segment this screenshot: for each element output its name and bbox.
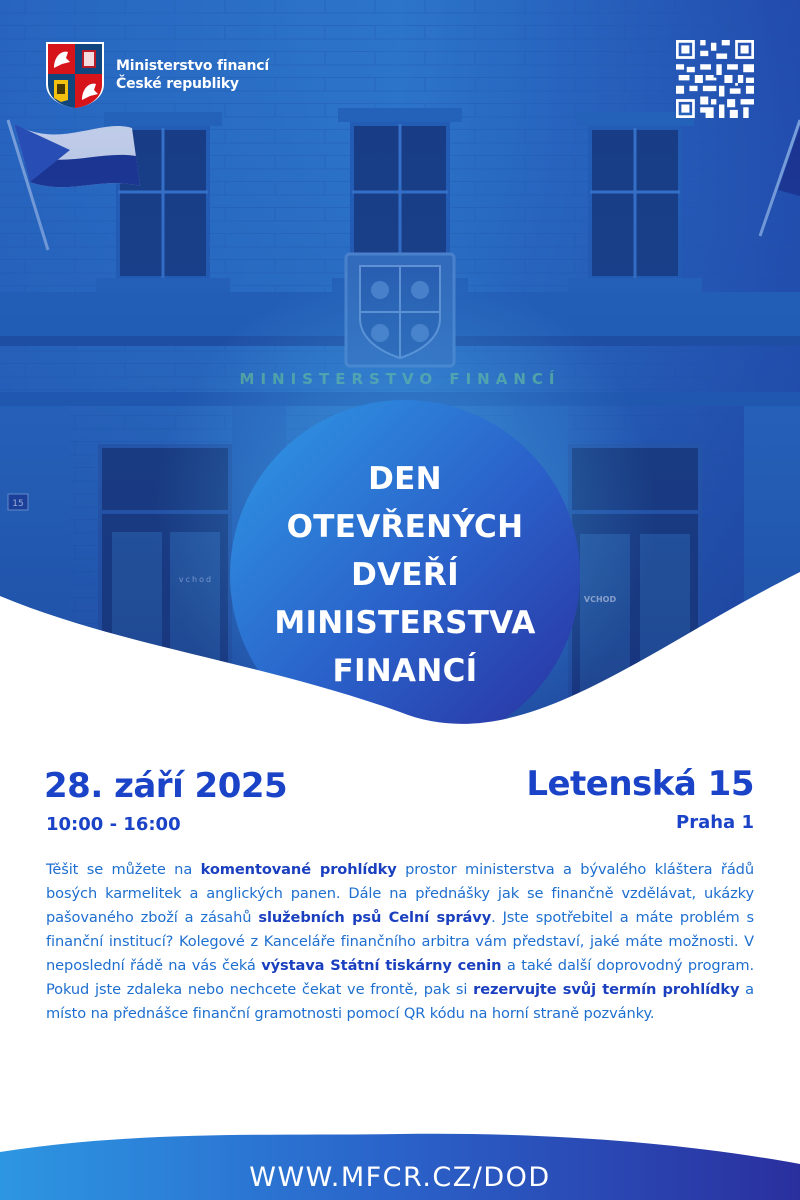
description-segment: Těšit se můžete na bbox=[46, 861, 201, 878]
ministry-name bbox=[116, 57, 269, 93]
description-segment: a místo na přednášce finanční gramotnosti pomocí QR kódu na horní straně pozvánky. bbox=[46, 981, 755, 1022]
description-highlight: výstava Státní tiskárny cenin bbox=[261, 957, 502, 974]
website-link[interactable]: WWW.MFCR.CZ/DOD bbox=[249, 1162, 551, 1193]
event-description bbox=[46, 858, 754, 1026]
title-line-2: OTEVŘENÝCH bbox=[286, 509, 524, 545]
title-line-4: MINISTERSTVA bbox=[274, 605, 536, 641]
title-line-3: DVEŘÍ bbox=[351, 557, 459, 593]
title-line-5: FINANCÍ bbox=[332, 653, 478, 689]
description-highlight: komentované prohlídky bbox=[200, 861, 397, 878]
event-title bbox=[230, 400, 580, 750]
ministry-name-line2: České republiky bbox=[116, 76, 239, 92]
title-line-1: DEN bbox=[368, 461, 442, 497]
description-segment: a také další doprovodný program. Pokud jste zdaleka nebo nechcete čekat ve frontě, pak si bbox=[46, 957, 754, 998]
description-highlight: rezervujte svůj termín prohlídky bbox=[473, 981, 740, 998]
czech-coat-of-arms-icon bbox=[44, 40, 106, 110]
description-segment: prostor ministerstva a bývalého kláštera řádů bosých karmelitek a anglických panen. Dále na přednášky jak se finančně vzdělávat, ukázky pašovaného zboží a zásahů bbox=[46, 861, 754, 926]
description-highlight: služebních psů Celní správy bbox=[258, 909, 492, 926]
ministry-name-line1: Ministerstvo financí bbox=[116, 58, 269, 74]
event-street: Letenská 15 bbox=[526, 764, 754, 804]
footer bbox=[0, 1112, 800, 1200]
event-city: Praha 1 bbox=[676, 812, 754, 833]
description-segment: . Jste spotřebitel a máte problém s finanční institucí? Kolegové z Kanceláře finančního arbitra vám představí, jaké máte možnosti. V neposlední řádě na vás čeká bbox=[46, 909, 755, 974]
event-time: 10:00 - 16:00 bbox=[46, 814, 181, 835]
ministry-logo[interactable] bbox=[44, 40, 269, 110]
event-date: 28. září 2025 bbox=[44, 766, 288, 806]
qr-code-icon[interactable] bbox=[676, 40, 754, 118]
